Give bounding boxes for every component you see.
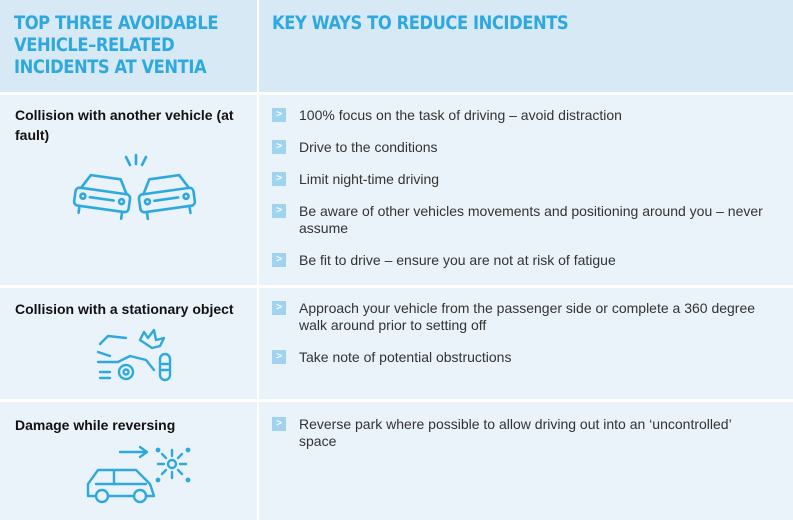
- list-item-text: Reverse park where possible to allow driving out into an ‘uncontrolled’ space: [299, 416, 732, 449]
- incident-title: Collision with another vehicle (at fault): [15, 107, 234, 143]
- arrow-icon: >: [272, 417, 286, 431]
- car-collision-icon: [70, 153, 200, 225]
- table-header: [0, 0, 793, 92]
- car-hitting-bollard-icon: [96, 326, 186, 386]
- list-item: [272, 171, 772, 188]
- list-item-text: Drive to the conditions: [299, 139, 438, 155]
- list-item: [272, 349, 772, 366]
- list-item: [272, 300, 772, 334]
- reduction-list: [272, 107, 772, 269]
- arrow-icon: >: [272, 140, 286, 154]
- car-reversing-icon: [84, 444, 194, 506]
- arrow-icon: >: [272, 108, 286, 122]
- arrow-icon: >: [272, 301, 286, 315]
- arrow-icon: >: [272, 253, 286, 267]
- list-item: [272, 203, 772, 237]
- arrow-icon: >: [272, 172, 286, 186]
- incident-title: Damage while reversing: [15, 417, 176, 433]
- list-item-text: 100% focus on the task of driving – avoid distraction: [299, 107, 622, 123]
- list-item-text: Approach your vehicle from the passenger side or complete a 360 degree walk around prior to setting off: [299, 300, 756, 333]
- incident-row: [0, 288, 793, 399]
- list-item-text: Be fit to drive – ensure you are not at risk of fatigue: [299, 252, 616, 268]
- incident-row: [0, 402, 793, 520]
- list-item-text: Be aware of other vehicles movements and positioning around you – never assume: [299, 203, 763, 236]
- arrow-icon: >: [272, 350, 286, 364]
- list-item-text: Limit night-time driving: [299, 171, 440, 187]
- reduction-list: [272, 300, 772, 366]
- list-item: [272, 139, 772, 156]
- list-item: [272, 252, 772, 269]
- header-right-title: KEY WAYS TO REDUCE INCIDENTS: [272, 12, 569, 34]
- list-item: [272, 416, 772, 450]
- incident-title: Collision with a stationary object: [15, 301, 234, 317]
- arrow-icon: >: [272, 204, 286, 218]
- incident-row: [0, 95, 793, 285]
- list-item-text: Take note of potential obstructions: [299, 349, 512, 365]
- reduction-list: [272, 416, 772, 450]
- list-item: [272, 107, 772, 124]
- header-left-title: TOP THREE AVOIDABLE VEHICLE–RELATED INCIDENTS AT VENTIA: [14, 12, 219, 78]
